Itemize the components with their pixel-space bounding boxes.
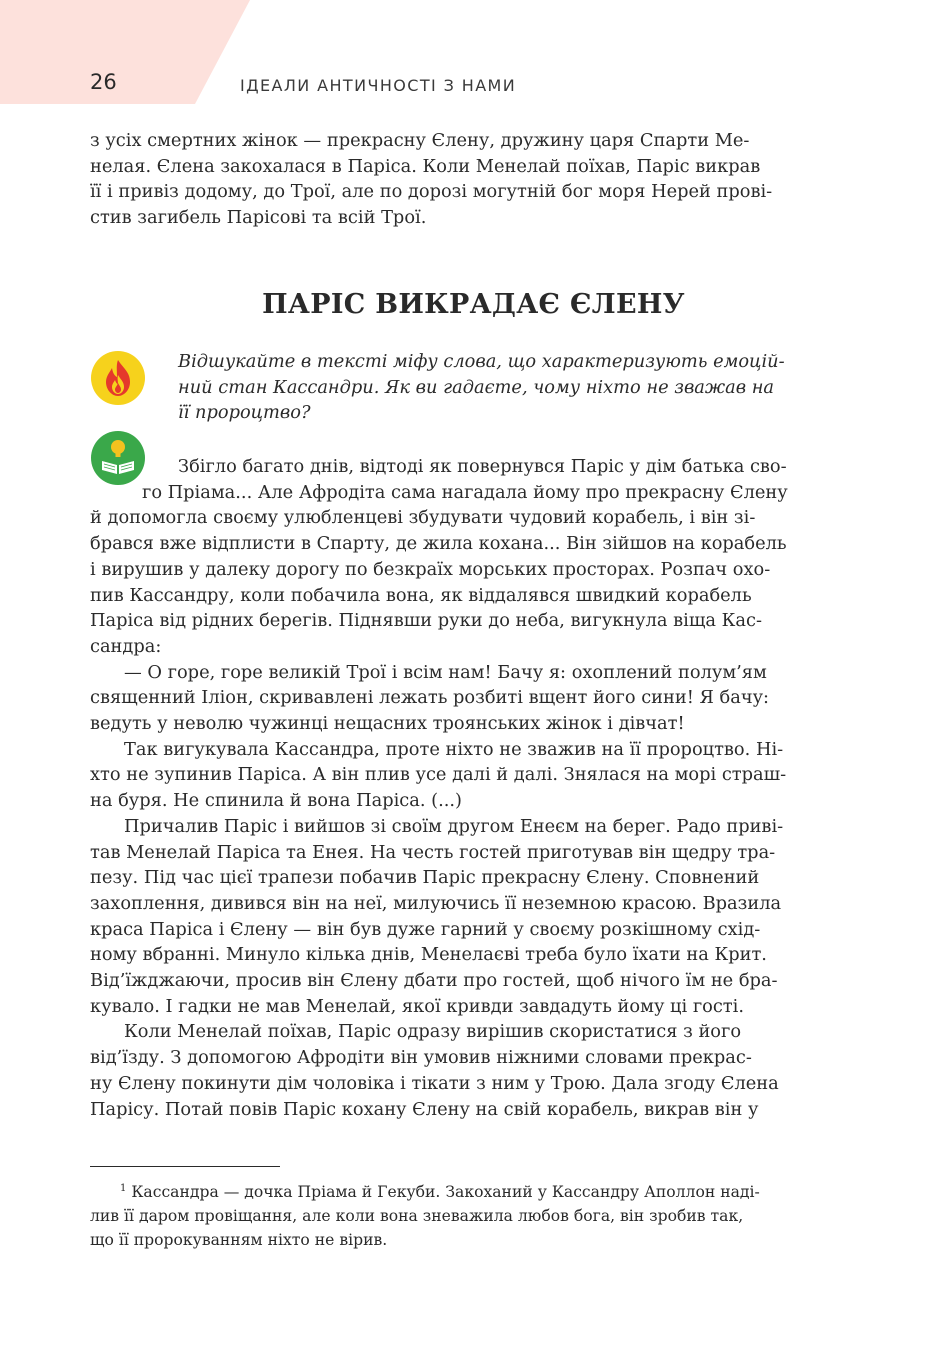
- text-line: ну Єлену покинути дім чоловіка і тікати з ним у Трою. Дала згоду Єлена: [90, 1072, 779, 1094]
- footnote-line: лив її даром провіщання, але коли вона зневажила любов бога, він зробив так,: [90, 1207, 744, 1225]
- footnote-divider: [90, 1166, 280, 1167]
- text-line: і вирушив у далеку дорогу по безкраїх морських просторах. Розпач охо-: [90, 558, 771, 580]
- text-line: Парісу. Потай повів Паріс кохану Єлену на свій корабель, викрав він у: [90, 1098, 759, 1120]
- text-line: пив Кассандру, коли побачила вона, як віддалявся швидкий корабель: [90, 584, 752, 606]
- text-line: краса Паріса і Єлену — він був дуже гарний у своєму розкішному схід-: [90, 918, 761, 940]
- text-line: з усіх смертних жінок — прекрасну Єлену, дружину царя Спарти Ме-: [90, 130, 750, 151]
- paragraph: [90, 454, 857, 660]
- text-line: Причалив Паріс і вийшов зі своїм другом Енеєм на берег. Радо приві-: [124, 815, 784, 837]
- text-line: ведуть у неволю чужинці нещасних троянських жінок і дівчат!: [90, 713, 685, 735]
- text-line: тав Менелай Паріса та Енея. На честь гостей приготував він щедру тра-: [90, 841, 776, 863]
- text-line: стив загибель Парісові та всій Трої.: [90, 207, 427, 229]
- task-line: Відшукайте в тексті міфу слова, що характеризують емоцій-: [178, 351, 785, 372]
- intro-paragraph: [90, 128, 857, 231]
- text-line: сандра:: [90, 635, 162, 657]
- text-line: Так вигукувала Кассандра, проте ніхто не зважив на її пророцтво. Ні-: [124, 738, 784, 760]
- text-line: брався вже відплисти в Спарту, де жила кохана... Він зійшов на корабель: [90, 533, 787, 555]
- text-line: священний Іліон, скривавлені лежать розбиті вщент його сини! Я бачу:: [90, 687, 770, 709]
- text-line: го Пріама... Але Афродіта сама нагадала йому про прекрасну Єлену: [142, 481, 788, 503]
- running-title: ІДЕАЛИ АНТИЧНОСТІ З НАМИ: [240, 76, 517, 95]
- footnote-line: Кассандра — дочка Пріама й Гекуби. Закоханий у Кассандру Аполлон наді-: [131, 1183, 760, 1201]
- text-line: пезу. Під час цієї трапези побачив Паріс прекрасну Єлену. Сповнений: [90, 867, 760, 889]
- paragraph: [90, 1019, 857, 1122]
- corner-tab-decoration: [0, 0, 250, 104]
- paragraph: [90, 814, 857, 1020]
- text-line: й допомогла своєму улюбленцеві збудувати чудовий корабель, і він зі-: [90, 507, 756, 529]
- task-line: її пророцтво?: [178, 402, 311, 423]
- page-number: 26: [90, 70, 117, 94]
- text-line: кувало. І гадки не мав Менелай, якої кривди завдадуть йому ці гості.: [90, 995, 744, 1017]
- text-line: нелая. Єлена закохалася в Паріса. Коли Менелай поїхав, Паріс викрав: [90, 155, 761, 177]
- footnote: [90, 1180, 857, 1252]
- text-line: захоплення, дивився він на неї, милуючись її неземною красою. Вразила: [90, 892, 782, 914]
- text-line: Паріса від рідних берегів. Піднявши руки до неба, вигукнула віща Кас-: [90, 610, 762, 632]
- text-line: — О горе, горе великій Трої і всім нам! Бачу я: охоплений полум’ям: [124, 661, 767, 683]
- myth-text: [90, 454, 857, 1122]
- section-title: ПАРІС ВИКРАДАЄ ЄЛЕНУ: [262, 289, 685, 320]
- footnote-line: що її пророкуванням ніхто не вірив.: [90, 1231, 388, 1249]
- fire-icon: [90, 350, 146, 406]
- text-line: ному вбранні. Минуло кілька днів, Менелаєві треба було їхати на Крит.: [90, 944, 767, 966]
- text-line: Коли Менелай поїхав, Паріс одразу вирішив скористатися з його: [124, 1021, 742, 1043]
- text-line: її і привіз додому, до Трої, але по дорозі могутній бог моря Нерей прові-: [90, 181, 773, 203]
- task-question: [178, 349, 857, 426]
- paragraph: [90, 737, 857, 814]
- task-line: ний стан Кассандри. Як ви гадаєте, чому ніхто не зважав на: [178, 376, 775, 398]
- footnote-marker: 1: [120, 1183, 127, 1194]
- text-line: хто не зупинив Паріса. А він плив усе далі й далі. Знялася на морі страш-: [90, 764, 787, 786]
- text-line: від’їзду. З допомогою Афродіти він умовив ніжними словами прекрас-: [90, 1047, 752, 1069]
- text-line: на буря. Не спинила й вона Паріса. (...): [90, 790, 462, 812]
- text-line: Від’їжджаючи, просив він Єлену дбати про гостей, щоб нічого їм не бра-: [90, 970, 778, 992]
- text-line: Збігло багато днів, відтоді як повернувся Паріс у дім батька сво-: [178, 456, 787, 477]
- paragraph: [90, 660, 857, 737]
